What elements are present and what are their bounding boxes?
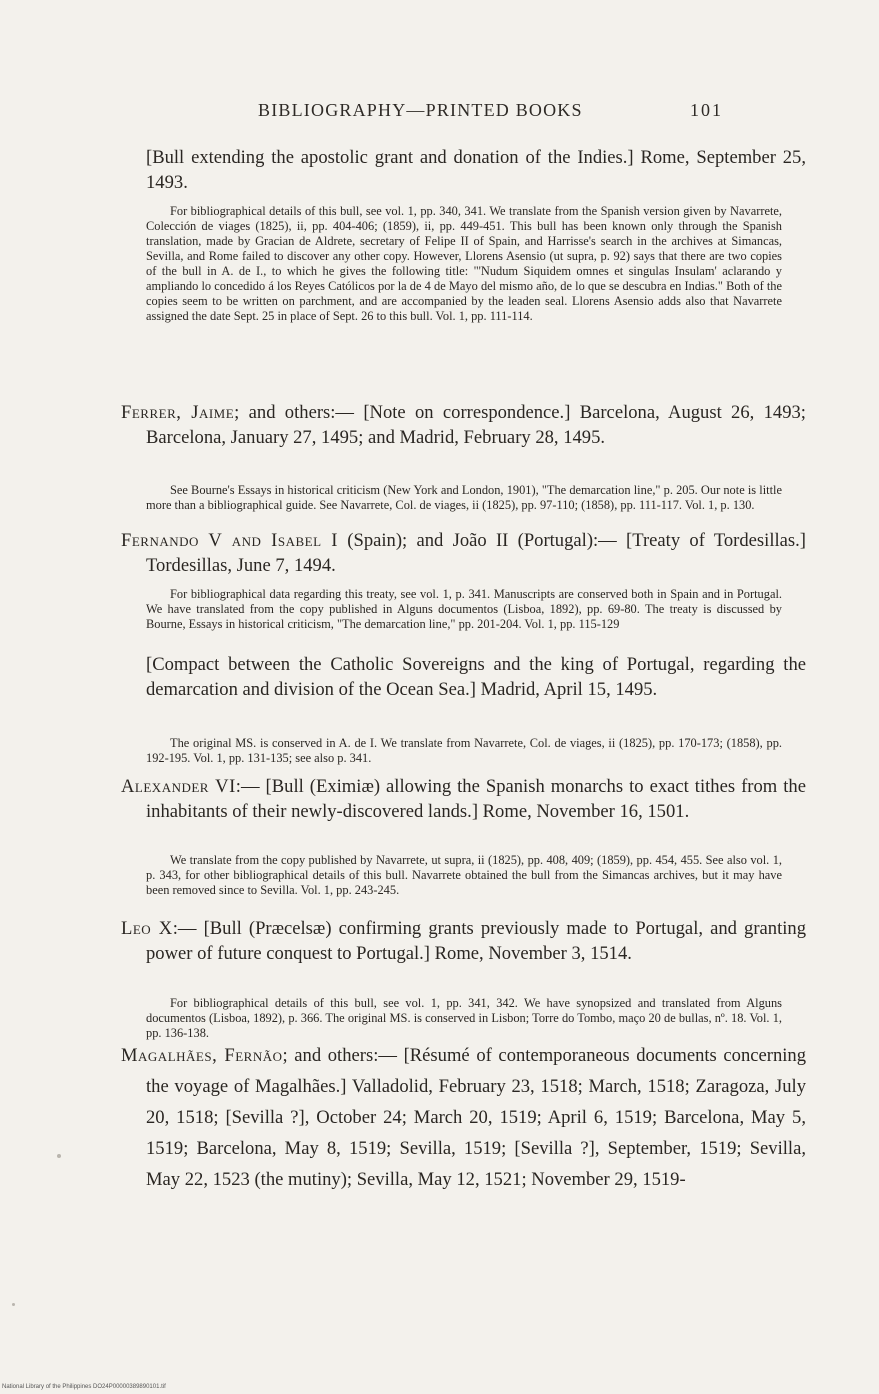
paper-speck bbox=[57, 1154, 61, 1158]
entry-compact bbox=[121, 653, 806, 702]
entry-note: For bibliographical details of this bull, see vol. 1, pp. 340, 341. We translate from the Spanish version given by Navarrete, Colección de viages (1825), ii, pp. 404-406; (1859), ii, pp. 449-451. This bull has been known only through the Spanish translation, made by Gracian de Aldrete, secretary of Felipe II of Spain, and Harrisse's search in the archives at Simancas, Sevilla, and Rome failed to discover any other copy. However, Llorens Asensio (ut supra, p. 92) says that there are two copies of the bull in A. de I., to which he gives the following title: "'Nudum Siquidem omnes et singulas Insulam' aclarando y ampliando lo concedido á los Reyes Católicos por la de 4 de Mayo del mismo año, de lo que se descubra en Indias." Both of the copies seem to be written on parchment, and are accompanied by the leaden seal. Llorens Asensio adds also that Navarrete assigned the date Sept. 25 in place of Sept. 26 to this bull. Vol. 1, pp. 111-114. bbox=[146, 204, 782, 323]
entry-author: Alexander VI bbox=[121, 776, 236, 797]
entry-author: Fernando V and Isabel I bbox=[121, 530, 338, 551]
entry-note: We translate from the copy published by Navarrete, ut supra, ii (1825), pp. 408, 409; (1859), pp. 454, 455. See also vol. 1, p. 343, for other bibliographical details of this bull. Navarrete obtained the bull from the Simancas archives, but it may have been removed since to Sevilla. Vol. 1, pp. 243-245. bbox=[146, 853, 782, 897]
paper-speck bbox=[12, 1303, 15, 1306]
entry-text: :— [Bull (Præcelsæ) confirming grants previously made to Portugal, and granting power of future conquest to Portugal.] Rome, November 3, 1514. bbox=[146, 918, 806, 964]
entry-tordesillas bbox=[121, 529, 806, 578]
entry-note: See Bourne's Essays in historical criticism (New York and London, 1901), "The demarcation line," p. 205. Our note is little more than a bibliographical guide. See Navarrete, Col. de viages, ii (1825), pp. 97-110; (1858), pp. 111-117. Vol. 1, p. 130. bbox=[146, 483, 782, 512]
entry-text: ; and others:— [Résumé of contemporaneous documents concerning the voyage of Magalhães.] Valladolid, February 23, 1518; March, 1518; Zaragoza, July 20, 1518; [Sevilla ?], October 24; March 20, 1519; April 6, 1519; Barcelona, May 5, 1519; Barcelona, May 8, 1519; Sevilla, 1519; [Sevilla ?], September, 1519; Sevilla, May 22, 1523 (the mutiny); Sevilla, May 12, 1521; November 29, 1519- bbox=[146, 1045, 807, 1190]
entry-author: Magalhães, Fernão bbox=[121, 1045, 283, 1066]
entry-text: (Spain); and João II (Portugal):— [Treaty of Tordesillas.] Tordesillas, June 7, 1494. bbox=[146, 530, 806, 576]
entry-bull-extending bbox=[121, 146, 806, 195]
entry-magalhaes bbox=[121, 1040, 806, 1195]
entry-note: For bibliographical details of this bull, see vol. 1, pp. 341, 342. We have synopsized and translated from Alguns documentos (Lisboa, 1892), p. 366. The original MS. is conserved in Lisbon; Torre do Tombo, maço 20 de bullas, nº. 18. Vol. 1, pp. 136-138. bbox=[146, 996, 782, 1040]
entry-text: [Compact between the Catholic Sovereigns and the king of Portugal, regarding the demarcation and division of the Ocean Sea.] Madrid, April 15, 1495. bbox=[146, 654, 806, 700]
entry-leo bbox=[121, 917, 806, 966]
scan-footer: National Library of the Philippines DO24P00000389890101.tif bbox=[2, 1384, 166, 1390]
entry-author: Ferrer, Jaime bbox=[121, 402, 235, 423]
page-number: 101 bbox=[690, 100, 723, 120]
entry-author: Leo X bbox=[121, 918, 173, 939]
entry-text: [Bull extending the apostolic grant and donation of the Indies.] Rome, September 25, 1493. bbox=[146, 147, 806, 193]
entry-alexander bbox=[121, 775, 806, 824]
entry-note: The original MS. is conserved in A. de I. We translate from Navarrete, Col. de viages, ii (1825), pp. 170-173; (1858), pp. 192-195. Vol. 1, pp. 131-135; see also p. 341. bbox=[146, 736, 782, 765]
entry-note: For bibliographical data regarding this treaty, see vol. 1, p. 341. Manuscripts are conserved both in Spain and in Portugal. We have translated from the copy published in Alguns documentos (Lisboa, 1892), pp. 69-80. The treaty is discussed by Bourne, Essays in historical criticism, "The demarcation line," pp. 201-204. Vol. 1, pp. 115-129 bbox=[146, 587, 782, 631]
running-title: BIBLIOGRAPHY—PRINTED BOOKS bbox=[258, 100, 583, 120]
entry-text: :— [Bull (Eximiæ) allowing the Spanish monarchs to exact tithes from the inhabitants of their newly-discovered lands.] Rome, November 16, 1501. bbox=[146, 776, 806, 822]
entry-text: ; and others:— [Note on correspondence.] Barcelona, August 26, 1493; Barcelona, January 27, 1495; and Madrid, February 28, 1495. bbox=[146, 402, 806, 448]
entry-ferrer bbox=[121, 401, 806, 450]
